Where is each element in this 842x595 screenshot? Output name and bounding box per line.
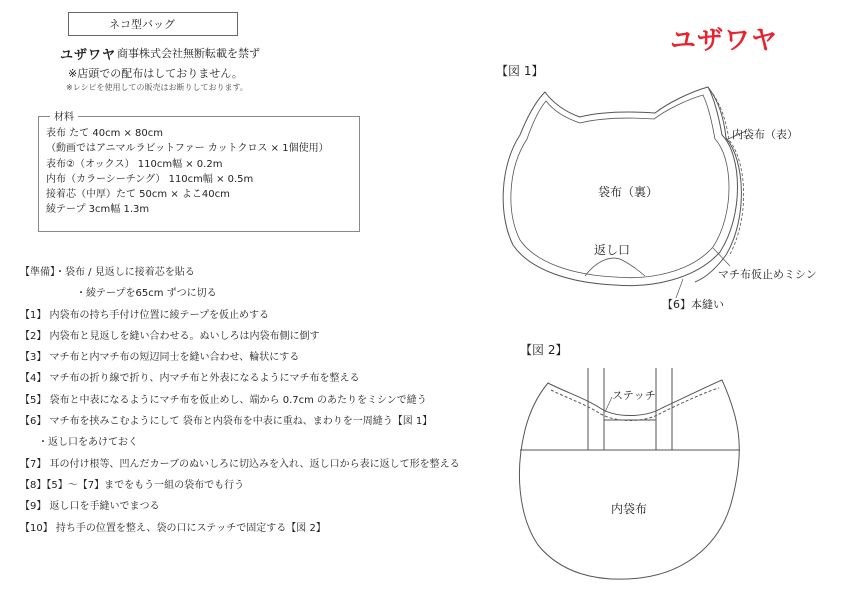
materials-label: 材料 [50,108,78,123]
material-line: 内布（カラーシーチング） 110cm幅 × 0.5m [46,173,254,185]
brand-logo: ユザワヤ [670,26,779,56]
material-line: 綾テープ 3cm幅 1.3m [46,204,150,216]
step-5: 【5】 袋布と中表になるようにマチ布を仮止めし、端から 0.7cm のあたりをミシンで縫う [20,394,427,406]
step-6-note: ・返し口をあけておく [38,437,138,449]
label-bag-reverse: 袋布（裏） [598,185,659,199]
material-line: 接着芯（中厚）たて 50cm × よこ40cm [46,189,230,201]
material-line: 表布②（オックス） 110cm幅 × 0.2m [46,158,223,170]
step-3: 【3】 マチ布と内マチ布の短辺同士を縫い合わせ、輪状にする [20,352,300,364]
opening-curve [585,258,645,276]
label-inner-bag: 内袋布 [611,502,648,516]
step-9: 【9】 返し口を手縫いでまつる [20,501,160,513]
store-distribution-note: ※店頭での配布はしておりません。 [68,67,243,80]
material-line: （動画ではアニマルラビットファー カットクロス × 1個使用） [46,143,329,155]
step-6: 【6】 マチ布を挟みこむようにして 袋布と内袋布を中表に重ね、まわりを一周縫う【図 1】 [20,416,433,428]
label-opening: 返し口 [594,243,631,257]
step-7: 【7】 耳の付け根等、凹んだカーブのぬいしろに切込みを入れ、返し口から表に返して形を整える [20,458,460,470]
step-2: 【2】 内袋布と見返しを縫い合わせる。ぬいしろは内袋布側に倒す [20,330,320,342]
sale-prohibition-note: ※レシピを使用しての販売はお断りしております。 [66,83,248,92]
figure-1-title: 【図 1】 [496,64,544,78]
recipe-title: ネコ型バッグ [109,18,175,31]
step-1: 【1】 内袋布の持ち手付け位置に綾テープを仮止めする [20,309,270,321]
step-8: 【8】【5】～【7】までをもう一組の袋布でも行う [20,479,245,491]
inner-bag-outline [519,380,739,579]
step-4: 【4】 マチ布の折り線で折り、内マチ布と外表になるようにマチ布を整える [20,373,360,385]
label-main-seam: 【6】本縫い [662,298,724,311]
label-stitch: ステッチ [612,389,656,402]
step-10: 【10】 持ち手の位置を整え、袋の口にステッチで固定する【図 2】 [20,522,326,534]
brand-logo-small: ユザワヤ [60,48,117,63]
step-prep: 【準備】・袋布 / 見返しに接着芯を貼る [20,267,195,278]
material-line: 表布 たて 40cm × 80cm [46,128,164,139]
label-inner-bag-front: 内袋布（表） [732,128,798,141]
leader-stitch [605,397,612,412]
copyright-notice: 商事株式会社無断転載を禁ず [117,47,260,60]
step-prep-tape: ・綾テープを65cm ずつに切る [76,288,217,300]
figure-2-title: 【図 2】 [520,343,568,357]
label-gusset-stitch: マチ布仮止めミシン [718,268,817,281]
